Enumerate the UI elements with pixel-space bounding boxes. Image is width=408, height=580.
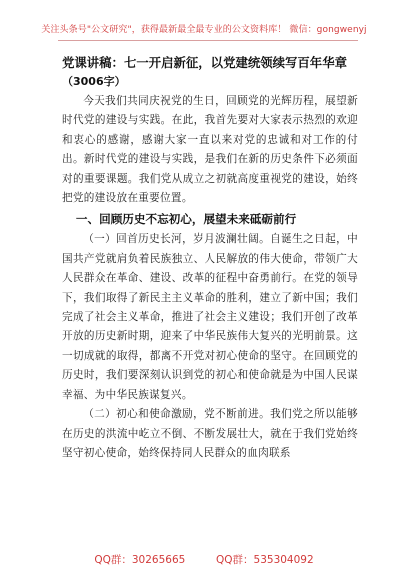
- word-count: （3006字）: [62, 75, 126, 88]
- header-divider: [58, 40, 358, 41]
- footer-contact: [0, 552, 408, 567]
- footer-qq-group-2: QQ群：535304092: [216, 554, 314, 566]
- section-paragraph: （一）回首历史长河，岁月波澜壮阔。自诞生之日起，中国共产党就肩负着民族独立、人民解放的伟大使命，带领广大人民群众在革命、建设、改革的征程中奋勇前行。在党的领导下，我们取得了新民主主义革命的胜利，建立了新中国；我们完成了社会主义革命，推进了社会主义建设；我们开创了改革开放的历史新时期，迎来了中华民族伟大复兴的光明前景。这一切成就的取得，都离不开党对初心使命的坚守。在回顾党的历史时，我们要深刻认识到党的初心和使命就是为中国人民谋幸福、为中华民族谋复兴。: [62, 233, 358, 401]
- document-title: 党课讲稿：七一开启新征，以党建统领续写百年华章: [62, 55, 347, 70]
- footer-qq-group-1: QQ群：30265665: [94, 554, 186, 566]
- section-paragraph: （二）初心和使命激励，党不断前进。我们党之所以能够在历史的洪流中屹立不倒、不断发展壮大，就在于我们党始终坚守初心使命，始终保持同人民群众的血肉联系: [62, 408, 358, 459]
- section-heading: 一、回顾历史不忘初心，展望未来砥砺前行: [75, 212, 297, 227]
- header-banner: 关注头条号"公文研究"，获得最新最全最专业的公文资料库！ 微信：gongwenyj: [41, 25, 367, 35]
- intro-paragraph: 今天我们共同庆祝党的生日，回顾党的光辉历程，展望新时代党的建设与实践。在此，我首先要对大家表示热烈的欢迎和衷心的感谢，感谢大家一直以来对党的忠诚和对工作的付出。新时代党的建设与实践，是我们在新的历史条件下必须面对的重要课题。我们党从成立之初就高度重视党的建设，始终把党的建设放在重要位置。: [62, 95, 358, 205]
- document-body: [62, 54, 358, 463]
